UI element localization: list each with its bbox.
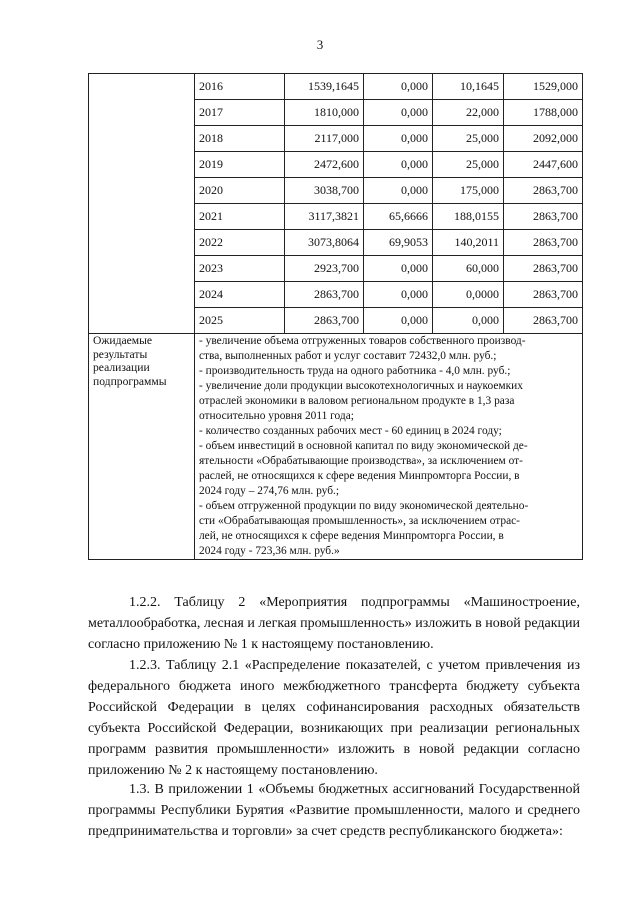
- year-cell: 2022: [195, 230, 285, 256]
- results-line: - увеличение доли продукции высокотехнологичных и наукоемких: [199, 380, 523, 392]
- results-line: - увеличение объема отгруженных товаров собственного производ-: [199, 335, 526, 347]
- year-cell: 2019: [195, 152, 285, 178]
- federal-cell: 0,000: [364, 126, 433, 152]
- total-cell: 2117,000: [285, 126, 364, 152]
- republic-cell: 2863,700: [504, 230, 583, 256]
- federal-cell: 0,000: [364, 100, 433, 126]
- local-cell: 22,000: [433, 100, 504, 126]
- results-label: Ожидаемые результаты реализации подпрограммы: [89, 334, 195, 560]
- federal-cell: 0,000: [364, 152, 433, 178]
- year-cell: 2025: [195, 308, 285, 334]
- republic-cell: 2447,600: [504, 152, 583, 178]
- budget-table: [88, 73, 583, 560]
- republic-cell: 1788,000: [504, 100, 583, 126]
- results-line: - производительность труда на одного работника - 4,0 млн. руб.;: [199, 365, 511, 377]
- results-line: 2024 году - 723,36 млн. руб.»: [199, 545, 340, 557]
- republic-cell: 2863,700: [504, 282, 583, 308]
- results-line: лей, не относящихся к сфере ведения Минпромторга России, в: [199, 530, 504, 542]
- local-cell: 60,000: [433, 256, 504, 282]
- total-cell: 2863,700: [285, 308, 364, 334]
- results-line: - объем отгруженной продукции по виду экономической деятельно-: [199, 500, 529, 512]
- total-cell: 2472,600: [285, 152, 364, 178]
- local-cell: 140,2011: [433, 230, 504, 256]
- paragraph-1-2-3: 1.2.3. Таблицу 2.1 «Распределение показателей, с учетом привлечения из федерального бюджета иного межбюджетного трансферта бюджету субъекта Российской Федерации в целях софинансирования расходных обязательств субъекта Российской Федерации, возникающих при реализации региональных программ развития промышленности» изложить в новой редакции согласно приложению № 2 к настоящему постановлению.: [88, 658, 580, 778]
- total-cell: 3038,700: [285, 178, 364, 204]
- local-cell: 0,0000: [433, 282, 504, 308]
- year-cell: 2016: [195, 74, 285, 100]
- year-cell: 2023: [195, 256, 285, 282]
- local-cell: 25,000: [433, 126, 504, 152]
- local-cell: 10,1645: [433, 74, 504, 100]
- results-line: ятельности «Обрабатывающие производства», за исключением от-: [199, 455, 523, 467]
- federal-cell: 0,000: [364, 74, 433, 100]
- results-line: - объем инвестиций в основной капитал по виду экономической де-: [199, 440, 528, 452]
- total-cell: 1539,1645: [285, 74, 364, 100]
- federal-cell: 65,6666: [364, 204, 433, 230]
- paragraph-1-3: 1.3. В приложении 1 «Объемы бюджетных ассигнований Государственной программы Республики Бурятия «Развитие промышленности, малого и среднего предпринимательства и торговли» за счет средств республиканского бюджета»:: [88, 782, 580, 839]
- results-line: сти «Обрабатывающая промышленность», за исключением отрас-: [199, 515, 520, 527]
- paragraph-1-2-2: 1.2.2. Таблицу 2 «Мероприятия подпрограммы «Машиностроение, металлообработка, лесная и легкая промышленность» изложить в новой редакции согласно приложению № 1 к настоящему постановлению.: [88, 595, 580, 652]
- total-cell: 3073,8064: [285, 230, 364, 256]
- year-cell: 2024: [195, 282, 285, 308]
- republic-cell: 2863,700: [504, 178, 583, 204]
- republic-cell: 2863,700: [504, 308, 583, 334]
- empty-label-cell: [89, 74, 195, 334]
- republic-cell: 2863,700: [504, 204, 583, 230]
- federal-cell: 0,000: [364, 256, 433, 282]
- federal-cell: 69,9053: [364, 230, 433, 256]
- local-cell: 0,000: [433, 308, 504, 334]
- republic-cell: 2863,700: [504, 256, 583, 282]
- total-cell: 3117,3821: [285, 204, 364, 230]
- total-cell: 2923,700: [285, 256, 364, 282]
- year-cell: 2018: [195, 126, 285, 152]
- total-cell: 1810,000: [285, 100, 364, 126]
- local-cell: 25,000: [433, 152, 504, 178]
- results-line: отраслей экономики в валовом региональном продукте в 1,3 раза: [199, 395, 515, 407]
- republic-cell: 1529,000: [504, 74, 583, 100]
- local-cell: 188,0155: [433, 204, 504, 230]
- table-row: [89, 74, 583, 100]
- year-cell: 2017: [195, 100, 285, 126]
- year-cell: 2021: [195, 204, 285, 230]
- federal-cell: 0,000: [364, 282, 433, 308]
- results-line: относительно уровня 2011 года;: [199, 410, 354, 422]
- page-number: 3: [316, 37, 324, 52]
- results-line: раслей, не относящихся к сфере ведения Минпромторга России, в: [199, 470, 520, 482]
- federal-cell: 0,000: [364, 178, 433, 204]
- federal-cell: 0,000: [364, 308, 433, 334]
- results-line: ства, выполненных работ и услуг составит 72432,0 млн. руб.;: [199, 350, 497, 362]
- results-text: [195, 334, 583, 560]
- results-row: [89, 334, 583, 560]
- results-line: - количество созданных рабочих мест - 60 единиц в 2024 году;: [199, 425, 502, 437]
- results-line: 2024 году – 274,76 млн. руб.;: [199, 485, 340, 497]
- total-cell: 2863,700: [285, 282, 364, 308]
- republic-cell: 2092,000: [504, 126, 583, 152]
- year-cell: 2020: [195, 178, 285, 204]
- local-cell: 175,000: [433, 178, 504, 204]
